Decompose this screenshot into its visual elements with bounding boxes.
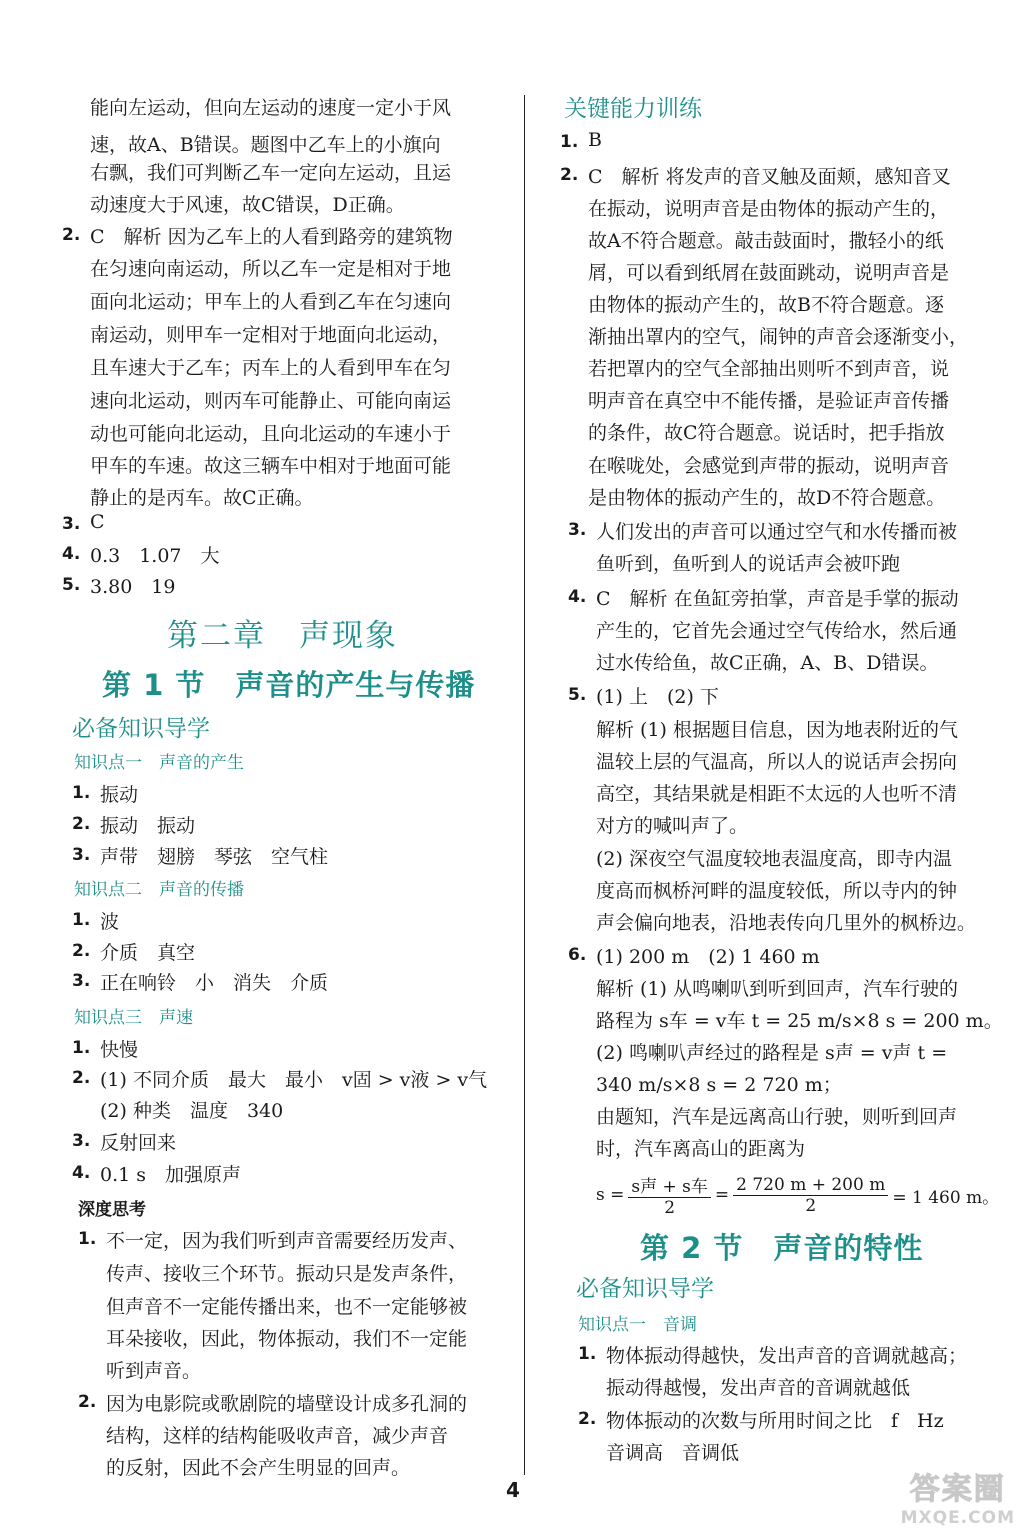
column-divider bbox=[524, 95, 525, 1475]
text-line: 鱼听到，鱼听到人的说话声会被吓跑 bbox=[596, 553, 901, 575]
answer-text: 振动 振动 bbox=[100, 815, 196, 837]
text-line: 高空，其结果就是相距不太远的人也听不清 bbox=[596, 783, 958, 805]
question-number: 2. bbox=[72, 814, 91, 834]
answer-text: 振动 bbox=[100, 784, 139, 806]
question-number: 1. bbox=[578, 1344, 597, 1364]
answer-text: 反射回来 bbox=[100, 1132, 177, 1154]
fraction-numerator: s声 + s车 bbox=[628, 1172, 711, 1198]
text-line: 结构，这样的结构能吸收声音，减少声音 bbox=[106, 1425, 449, 1447]
text-line: (2) 鸣喇叭声经过的路程是 s声 = v声 t = bbox=[596, 1042, 948, 1064]
text-line: 明声音在真空中不能传播，是验证声音传播 bbox=[588, 390, 950, 412]
text-line: 物体振动得越快，发出声音的音调就越高； bbox=[606, 1345, 968, 1367]
watermark bbox=[901, 1464, 1015, 1528]
question-number: 1. bbox=[78, 1229, 97, 1249]
text-line: 传声、接收三个环节。振动只是发声条件， bbox=[106, 1263, 468, 1285]
text-line: 速，故A、B错误。题图中乙车上的小旗向 bbox=[90, 134, 441, 156]
question-number: 3. bbox=[72, 845, 91, 865]
text-line: 南运动，则甲车一定相对于地面向北运动， bbox=[90, 324, 452, 346]
equals-sign: = bbox=[714, 1185, 730, 1205]
text-line: 且车速大于乙车；丙车上的人看到甲车在匀 bbox=[90, 357, 452, 379]
text-line: 动速度大于风速，故C错误，D正确。 bbox=[90, 194, 405, 216]
question-number: 3. bbox=[568, 520, 587, 540]
text-line: 340 m/s×8 s = 2 720 m； bbox=[596, 1074, 842, 1096]
fraction-numerator: 2 720 m + 200 m bbox=[733, 1175, 888, 1196]
text-line: 的条件，故C符合题意。说话时，把手指放 bbox=[588, 422, 945, 444]
knowledge-point-heading: 知识点一 音调 bbox=[578, 1315, 697, 1335]
text-line: 耳朵接收，因此，物体振动，我们不一定能 bbox=[106, 1328, 468, 1350]
key-ability-heading: 关键能力训练 bbox=[564, 96, 702, 122]
text-line: 由物体的振动产生的，故B不符合题意。逐 bbox=[588, 294, 944, 316]
text-line: 右飘，我们可判断乙车一定向左运动，且运 bbox=[90, 162, 452, 184]
distance-formula bbox=[596, 1172, 999, 1218]
text-line: 解析 (1) 从鸣喇叭到听到回声，汽车行驶的 bbox=[596, 978, 958, 1000]
answer-text: 声带 翅膀 琴弦 空气柱 bbox=[100, 846, 329, 868]
text-line: 音调高 音调低 bbox=[606, 1442, 740, 1464]
text-line: 不一定，因为我们听到声音需要经历发声、 bbox=[106, 1230, 468, 1252]
answer-text: (2) 种类 温度 340 bbox=[100, 1100, 284, 1122]
knowledge-point-heading: 知识点二 声音的传播 bbox=[74, 880, 244, 900]
text-line: 人们发出的声音可以通过空气和水传播而被 bbox=[596, 521, 958, 543]
text-line: 由题知，汽车是远离高山行驶，则听到回声 bbox=[596, 1106, 958, 1128]
question-number: 2. bbox=[78, 1392, 97, 1412]
text-line: C 解析 因为乙车上的人看到路旁的建筑物 bbox=[90, 226, 453, 248]
text-line: 因为电影院或歌剧院的墙壁设计成多孔洞的 bbox=[106, 1393, 468, 1415]
text-line: 度高而枫桥河畔的温度较低，所以寺内的钟 bbox=[596, 880, 958, 902]
question-number: 6. bbox=[568, 945, 587, 965]
question-number: 1. bbox=[72, 783, 91, 803]
text-line: 速向北运动，则丙车可能静止、可能向南运 bbox=[90, 390, 452, 412]
text-line: 但声音不一定能传播出来，也不一定能够被 bbox=[106, 1296, 468, 1318]
text-line: (2) 深夜空气温度较地表温度高，即寺内温 bbox=[596, 848, 952, 870]
text-line: 甲车的车速。故这三辆车中相对于地面可能 bbox=[90, 455, 452, 477]
answer-text: 3.80 19 bbox=[90, 576, 176, 598]
text-line: 在喉咙处，会感觉到声带的振动，说明声音 bbox=[588, 455, 950, 477]
formula-result: = 1 460 m。 bbox=[892, 1187, 1000, 1208]
page-number: 4 bbox=[506, 1478, 520, 1502]
formula-lhs: s = bbox=[596, 1185, 625, 1205]
question-number: 4. bbox=[568, 587, 587, 607]
deep-thinking-heading: 深度思考 bbox=[78, 1200, 146, 1220]
question-number: 2. bbox=[578, 1409, 597, 1429]
question-number: 3. bbox=[72, 1131, 91, 1151]
question-number: 3. bbox=[72, 971, 91, 991]
answer-text: C bbox=[90, 511, 105, 533]
text-line: 在振动，说明声音是由物体的振动产生的， bbox=[588, 198, 950, 220]
text-line: 若把罩内的空气全部抽出则听不到声音，说 bbox=[588, 358, 950, 380]
answer-text: B bbox=[588, 129, 602, 151]
watermark-url: MXQE.COM bbox=[900, 1508, 1015, 1528]
text-line: 静止的是丙车。故C正确。 bbox=[90, 487, 314, 509]
answer-text: 波 bbox=[100, 911, 120, 933]
question-number: 2. bbox=[72, 1068, 91, 1088]
text-line: 动也可能向北运动，且向北运动的车速小于 bbox=[90, 423, 452, 445]
question-number: 4. bbox=[72, 1163, 91, 1183]
text-line: 路程为 s车 = v车 t = 25 m/s×8 s = 200 m。 bbox=[596, 1010, 1003, 1032]
text-line: 解析 (1) 根据题目信息，因为地表附近的气 bbox=[596, 719, 958, 741]
answer-text: (1) 不同介质 最大 最小 v固 > v液 > v气 bbox=[100, 1069, 488, 1091]
text-line: 在匀速向南运动，所以乙车一定是相对于地 bbox=[90, 258, 452, 280]
fraction bbox=[628, 1172, 711, 1218]
question-number: 2. bbox=[62, 225, 81, 245]
chapter-title: 第二章 声现象 bbox=[167, 618, 398, 654]
question-number: 1. bbox=[72, 1038, 91, 1058]
guide-heading: 必备知识导学 bbox=[72, 716, 210, 742]
question-number: 3. bbox=[62, 514, 81, 534]
answer-text: 快慢 bbox=[100, 1039, 139, 1061]
fraction-denominator: 2 bbox=[664, 1198, 676, 1218]
section-title: 第 1 节 声音的产生与传播 bbox=[102, 668, 476, 702]
text-line: 物体振动的次数与所用时间之比 f Hz bbox=[606, 1410, 944, 1432]
text-line: 听到声音。 bbox=[106, 1360, 202, 1382]
text-line: 屑，可以看到纸屑在鼓面跳动，说明声音是 bbox=[588, 262, 950, 284]
text-line: (1) 200 m (2) 1 460 m bbox=[596, 946, 820, 968]
text-line: 面向北运动；甲车上的人看到乙车在匀速向 bbox=[90, 291, 452, 313]
text-line: 声会偏向地表，沿地表传向几里外的枫桥边。 bbox=[596, 912, 977, 934]
text-line: 能向左运动，但向左运动的速度一定小于风 bbox=[90, 97, 452, 119]
question-number: 5. bbox=[568, 685, 587, 705]
text-line: 是由物体的振动产生的，故D不符合题意。 bbox=[588, 487, 946, 509]
text-line: 的反射，因此不会产生明显的回声。 bbox=[106, 1457, 411, 1479]
text-line: (1) 上 (2) 下 bbox=[596, 686, 719, 708]
section-title: 第 2 节 声音的特性 bbox=[640, 1231, 924, 1265]
answer-text: 介质 真空 bbox=[100, 942, 196, 964]
text-line: C 解析 在鱼缸旁拍掌，声音是手掌的振动 bbox=[596, 588, 959, 610]
question-number: 1. bbox=[72, 910, 91, 930]
fraction bbox=[733, 1175, 888, 1216]
question-number: 2. bbox=[72, 941, 91, 961]
watermark-logo: 答案圈 bbox=[909, 1472, 1006, 1507]
text-line: 温较上层的气温高，所以人的说话声会拐向 bbox=[596, 751, 958, 773]
text-line: 产生的，它首先会通过空气传给水，然后通 bbox=[596, 620, 958, 642]
answer-text: 0.1 s 加强原声 bbox=[100, 1164, 242, 1186]
question-number: 5. bbox=[62, 575, 81, 595]
text-line: 时，汽车离高山的距离为 bbox=[596, 1138, 806, 1160]
question-number: 2. bbox=[560, 165, 579, 185]
text-line: 故A不符合题意。敲击鼓面时，撒轻小的纸 bbox=[588, 230, 944, 252]
question-number: 4. bbox=[62, 544, 81, 564]
knowledge-point-heading: 知识点三 声速 bbox=[74, 1008, 193, 1028]
text-line: 对方的喊叫声了。 bbox=[596, 815, 749, 837]
text-line: C 解析 将发声的音叉触及面颊，感知音叉 bbox=[588, 166, 951, 188]
text-line: 过水传给鱼，故C正确，A、B、D错误。 bbox=[596, 652, 939, 674]
question-number: 1. bbox=[560, 132, 579, 152]
answer-text: 正在响铃 小 消失 介质 bbox=[100, 972, 329, 994]
knowledge-point-heading: 知识点一 声音的产生 bbox=[74, 753, 244, 773]
text-line: 渐抽出罩内的空气，闹钟的声音会逐渐变小， bbox=[588, 326, 969, 348]
answer-text: 0.3 1.07 大 bbox=[90, 545, 220, 567]
fraction-denominator: 2 bbox=[805, 1195, 817, 1216]
text-line: 振动得越慢，发出声音的音调就越低 bbox=[606, 1377, 911, 1399]
guide-heading: 必备知识导学 bbox=[576, 1276, 714, 1302]
